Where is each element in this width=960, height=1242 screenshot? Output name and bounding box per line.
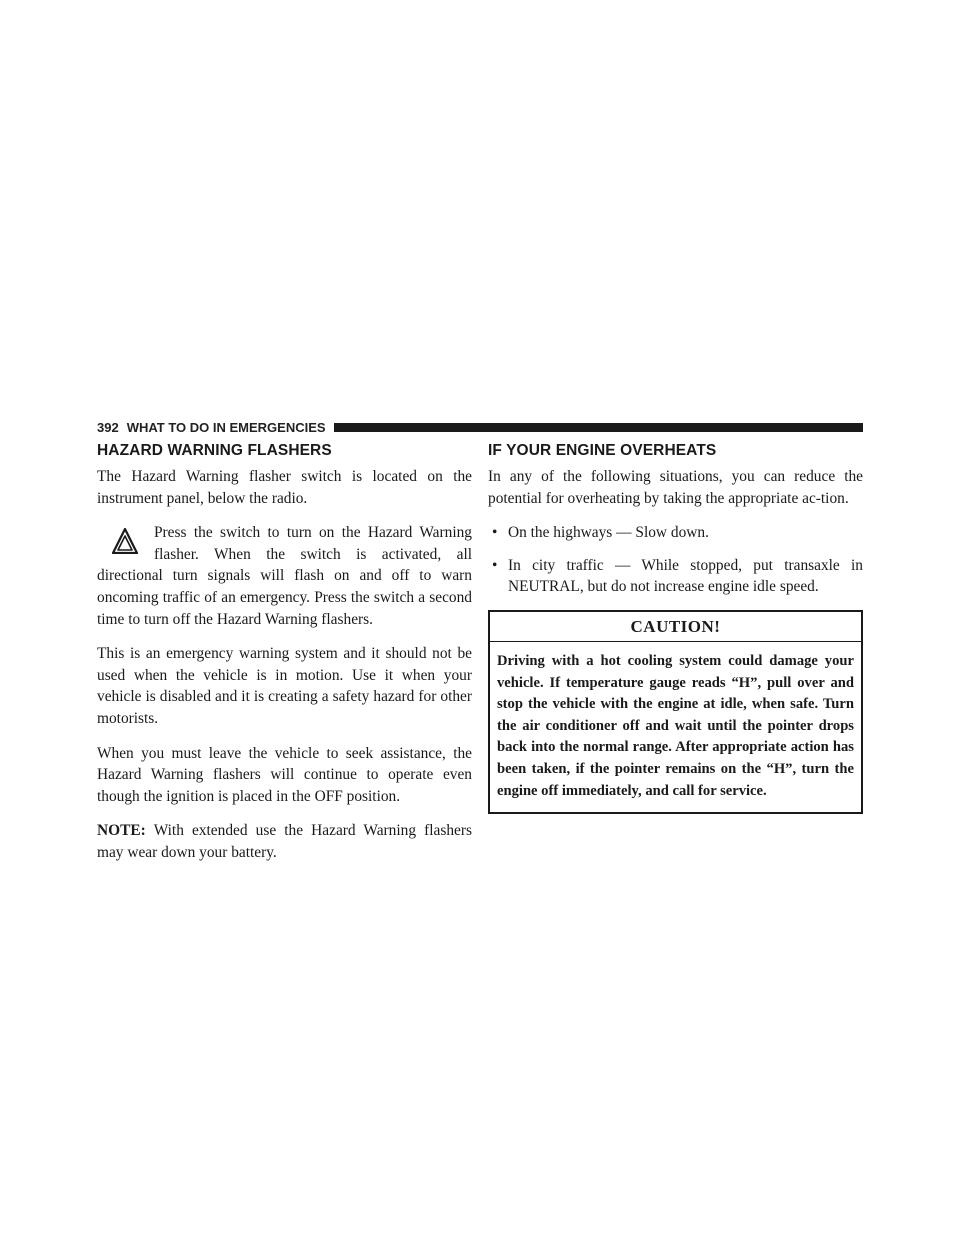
overheat-intro: In any of the following situations, you can reduce the potential for overheating by taking the appropriate ac-tion.: [488, 468, 863, 507]
hazard-note: [97, 820, 472, 863]
section-title: WHAT TO DO IN EMERGENCIES: [126, 419, 326, 435]
caution-box: [488, 610, 863, 814]
hazard-intro: The Hazard Warning flasher switch is located on the instrument panel, below the radio.: [97, 468, 472, 507]
hazard-triangle-icon: [112, 528, 138, 554]
header-rule: [334, 423, 863, 432]
caution-text: Driving with a hot cooling system could damage your vehicle. If temperature gauge reads “H”, pull over and stop the vehicle with the engine at idle, when safe. Turn the air conditioner off and wait until the pointer drops back into the normal range. After appropriate action has been taken, if the pointer remains on the “H”, turn the engine off immediately, and call for service.: [497, 652, 854, 799]
hazard-heading: HAZARD WARNING FLASHERS: [97, 442, 332, 459]
hazard-instruction: [97, 522, 472, 630]
hazard-instruction-text: Press the switch to turn on the Hazard Warning flasher. When the switch is activated, all directional turn signals will flash on and off to warn oncoming traffic of an emergency. Press the switch a second time to turn off the Hazard Warning flashers.: [97, 524, 472, 628]
list-item: • In city traffic — While stopped, put transaxle in NEUTRAL, but do not increase engine idle speed.: [492, 556, 863, 596]
hazard-leave-vehicle: When you must leave the vehicle to seek assistance, the Hazard Warning flashers will continue to operate even though the ignition is placed in the OFF position.: [97, 744, 472, 805]
list-item: • On the highways — Slow down.: [492, 524, 709, 542]
overheat-heading: IF YOUR ENGINE OVERHEATS: [488, 442, 717, 459]
note-text: With extended use the Hazard Warning flashers may wear down your battery.: [97, 822, 472, 861]
left-column: [97, 442, 472, 877]
caution-title: CAUTION!: [490, 612, 861, 642]
hazard-usage: This is an emergency warning system and it should not be used when the vehicle is in motion. Use it when your vehicle is disabled and it is creating a safety hazard for other motorists.: [97, 645, 472, 727]
note-label: NOTE:: [97, 822, 146, 840]
page-header: [97, 418, 863, 436]
page-number: 392: [97, 419, 119, 435]
overheat-list: [488, 522, 863, 598]
right-column: [488, 442, 863, 814]
